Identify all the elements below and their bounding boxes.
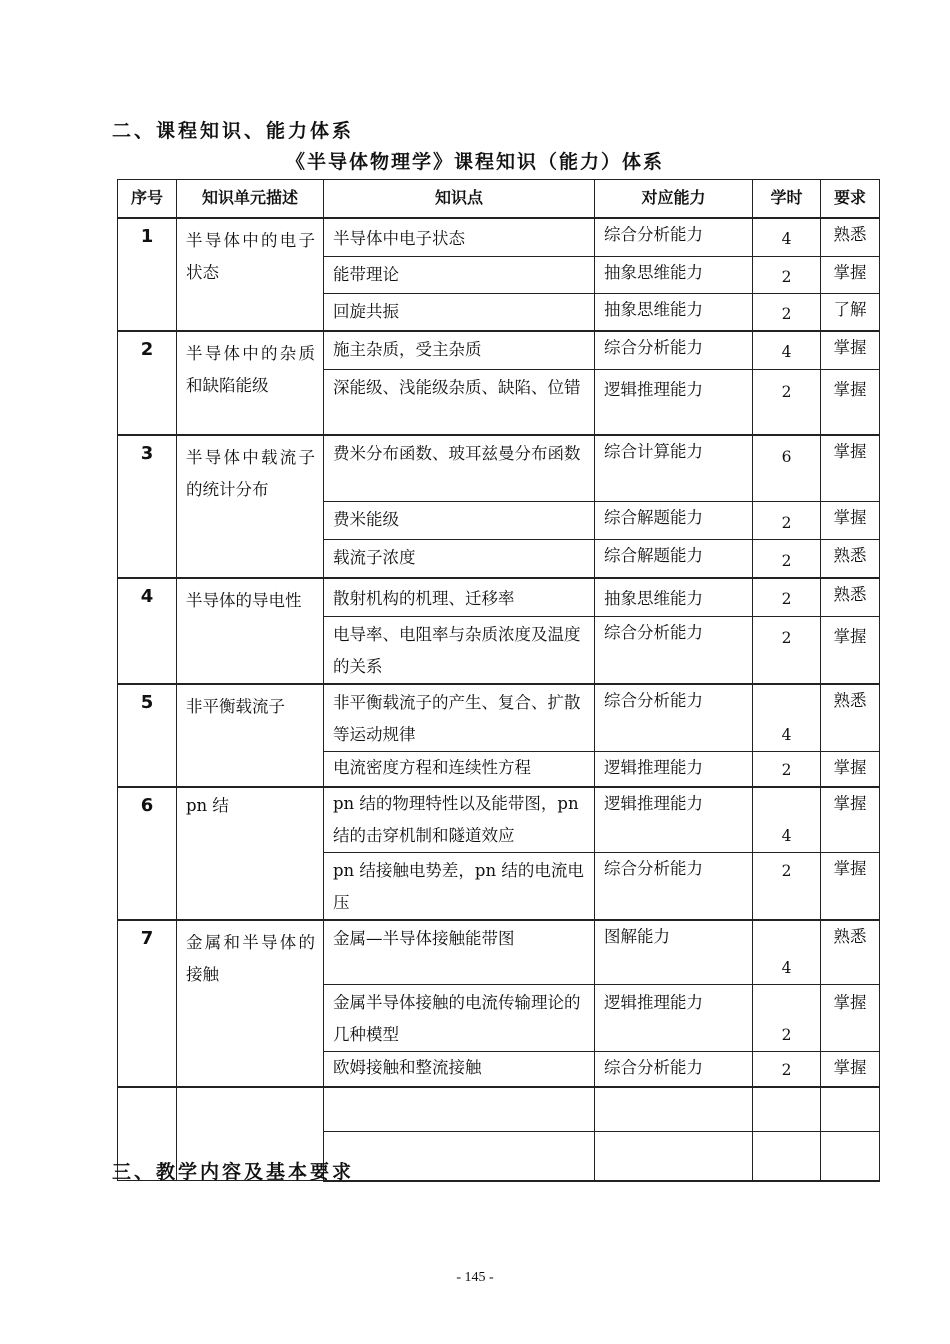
knowledge-point: 半导体中电子状态	[324, 218, 595, 257]
hours: 4	[753, 331, 821, 369]
hours: 4	[753, 920, 821, 984]
hours: 2	[753, 616, 821, 684]
table-row	[118, 787, 880, 853]
ability: 综合分析能力	[595, 331, 753, 369]
ability: 综合计算能力	[595, 435, 753, 501]
ability: 综合分析能力	[595, 616, 753, 684]
knowledge-point: 施主杂质，受主杂质	[324, 331, 595, 369]
table-row	[118, 684, 880, 752]
requirement: 熟悉	[821, 684, 880, 752]
hours: 4	[753, 787, 821, 853]
table-row	[118, 331, 880, 369]
requirement: 掌握	[821, 331, 880, 369]
requirement: 熟悉	[821, 578, 880, 616]
knowledge-point: 欧姆接触和整流接触	[324, 1051, 595, 1087]
ability: 逻辑推理能力	[595, 369, 753, 435]
knowledge-point: 电流密度方程和连续性方程	[324, 751, 595, 787]
empty-cell	[595, 1132, 753, 1181]
empty-cell	[753, 1132, 821, 1181]
page-number: - 145 -	[456, 1270, 494, 1285]
table-row	[118, 218, 880, 257]
unit-description: 金属和半导体的接触	[177, 920, 324, 1087]
requirement: 掌握	[821, 751, 880, 787]
header-req: 要求	[821, 180, 880, 218]
section-heading-3: 三、教学内容及基本要求	[112, 1161, 355, 1183]
unit-number: 7	[118, 920, 177, 1087]
ability: 逻辑推理能力	[595, 984, 753, 1051]
requirement: 掌握	[821, 369, 880, 435]
knowledge-ability-table	[117, 179, 880, 1182]
hours: 2	[753, 539, 821, 578]
empty-cell	[595, 1087, 753, 1132]
knowledge-point: 散射机构的机理、迁移率	[324, 578, 595, 616]
ability: 综合分析能力	[595, 218, 753, 257]
unit-number: 4	[118, 578, 177, 684]
knowledge-point: 金属半导体接触的电流传输理论的几种模型	[324, 984, 595, 1051]
requirement: 掌握	[821, 435, 880, 501]
ability: 综合解题能力	[595, 501, 753, 539]
table-header-row	[118, 180, 880, 218]
hours: 2	[753, 984, 821, 1051]
knowledge-point: 载流子浓度	[324, 539, 595, 578]
ability: 逻辑推理能力	[595, 787, 753, 853]
knowledge-point: pn 结接触电势差，pn 结的电流电压	[324, 853, 595, 921]
requirement: 了解	[821, 294, 880, 332]
hours: 4	[753, 684, 821, 752]
requirement: 熟悉	[821, 539, 880, 578]
empty-cell	[821, 1132, 880, 1181]
knowledge-point: 电导率、电阻率与杂质浓度及温度的关系	[324, 616, 595, 684]
unit-description: 非平衡载流子	[177, 684, 324, 787]
empty-cell	[324, 1132, 595, 1181]
unit-number: 1	[118, 218, 177, 332]
ability: 综合分析能力	[595, 853, 753, 921]
hours: 2	[753, 751, 821, 787]
section-heading-2: 二、课程知识、能力体系	[112, 120, 355, 142]
table-row	[118, 578, 880, 616]
hours: 2	[753, 369, 821, 435]
ability: 抽象思维能力	[595, 294, 753, 332]
ability: 抽象思维能力	[595, 578, 753, 616]
hours: 2	[753, 853, 821, 921]
hours: 6	[753, 435, 821, 501]
header-unit: 知识单元描述	[177, 180, 324, 218]
header-hours: 学时	[753, 180, 821, 218]
unit-description: pn 结	[177, 787, 324, 921]
requirement: 掌握	[821, 501, 880, 539]
requirement: 掌握	[821, 853, 880, 921]
requirement: 熟悉	[821, 218, 880, 257]
requirement: 熟悉	[821, 920, 880, 984]
ability: 抽象思维能力	[595, 257, 753, 294]
unit-description: 半导体的导电性	[177, 578, 324, 684]
table-title: 《半导体物理学》课程知识（能力）体系	[285, 151, 664, 173]
ability: 综合解题能力	[595, 539, 753, 578]
requirement: 掌握	[821, 1051, 880, 1087]
empty-cell	[821, 1087, 880, 1132]
hours: 2	[753, 1051, 821, 1087]
table-row	[118, 920, 880, 984]
empty-cell	[324, 1087, 595, 1132]
unit-description: 半导体中载流子的统计分布	[177, 435, 324, 578]
hours: 2	[753, 257, 821, 294]
unit-number: 5	[118, 684, 177, 787]
unit-number: 3	[118, 435, 177, 578]
hours: 4	[753, 218, 821, 257]
knowledge-point: 深能级、浅能级杂质、缺陷、位错	[324, 369, 595, 435]
knowledge-point: 能带理论	[324, 257, 595, 294]
requirement: 掌握	[821, 984, 880, 1051]
knowledge-point: 金属—半导体接触能带图	[324, 920, 595, 984]
table-row	[118, 435, 880, 501]
ability: 综合分析能力	[595, 1051, 753, 1087]
requirement: 掌握	[821, 257, 880, 294]
hours: 2	[753, 294, 821, 332]
hours: 2	[753, 501, 821, 539]
ability: 图解能力	[595, 920, 753, 984]
header-no: 序号	[118, 180, 177, 218]
hours: 2	[753, 578, 821, 616]
knowledge-point: 非平衡载流子的产生、复合、扩散等运动规律	[324, 684, 595, 752]
unit-number: 2	[118, 331, 177, 435]
ability: 逻辑推理能力	[595, 751, 753, 787]
requirement: 掌握	[821, 616, 880, 684]
unit-number: 6	[118, 787, 177, 921]
header-point: 知识点	[324, 180, 595, 218]
knowledge-point: 回旋共振	[324, 294, 595, 332]
table-row-empty	[118, 1087, 880, 1132]
ability: 综合分析能力	[595, 684, 753, 752]
knowledge-point: 费米分布函数、玻耳兹曼分布函数	[324, 435, 595, 501]
unit-description: 半导体中的杂质和缺陷能级	[177, 331, 324, 435]
requirement: 掌握	[821, 787, 880, 853]
empty-cell	[753, 1087, 821, 1132]
unit-description: 半导体中的电子状态	[177, 218, 324, 332]
knowledge-point: pn 结的物理特性以及能带图，pn 结的击穿机制和隧道效应	[324, 787, 595, 853]
header-ability: 对应能力	[595, 180, 753, 218]
knowledge-point: 费米能级	[324, 501, 595, 539]
